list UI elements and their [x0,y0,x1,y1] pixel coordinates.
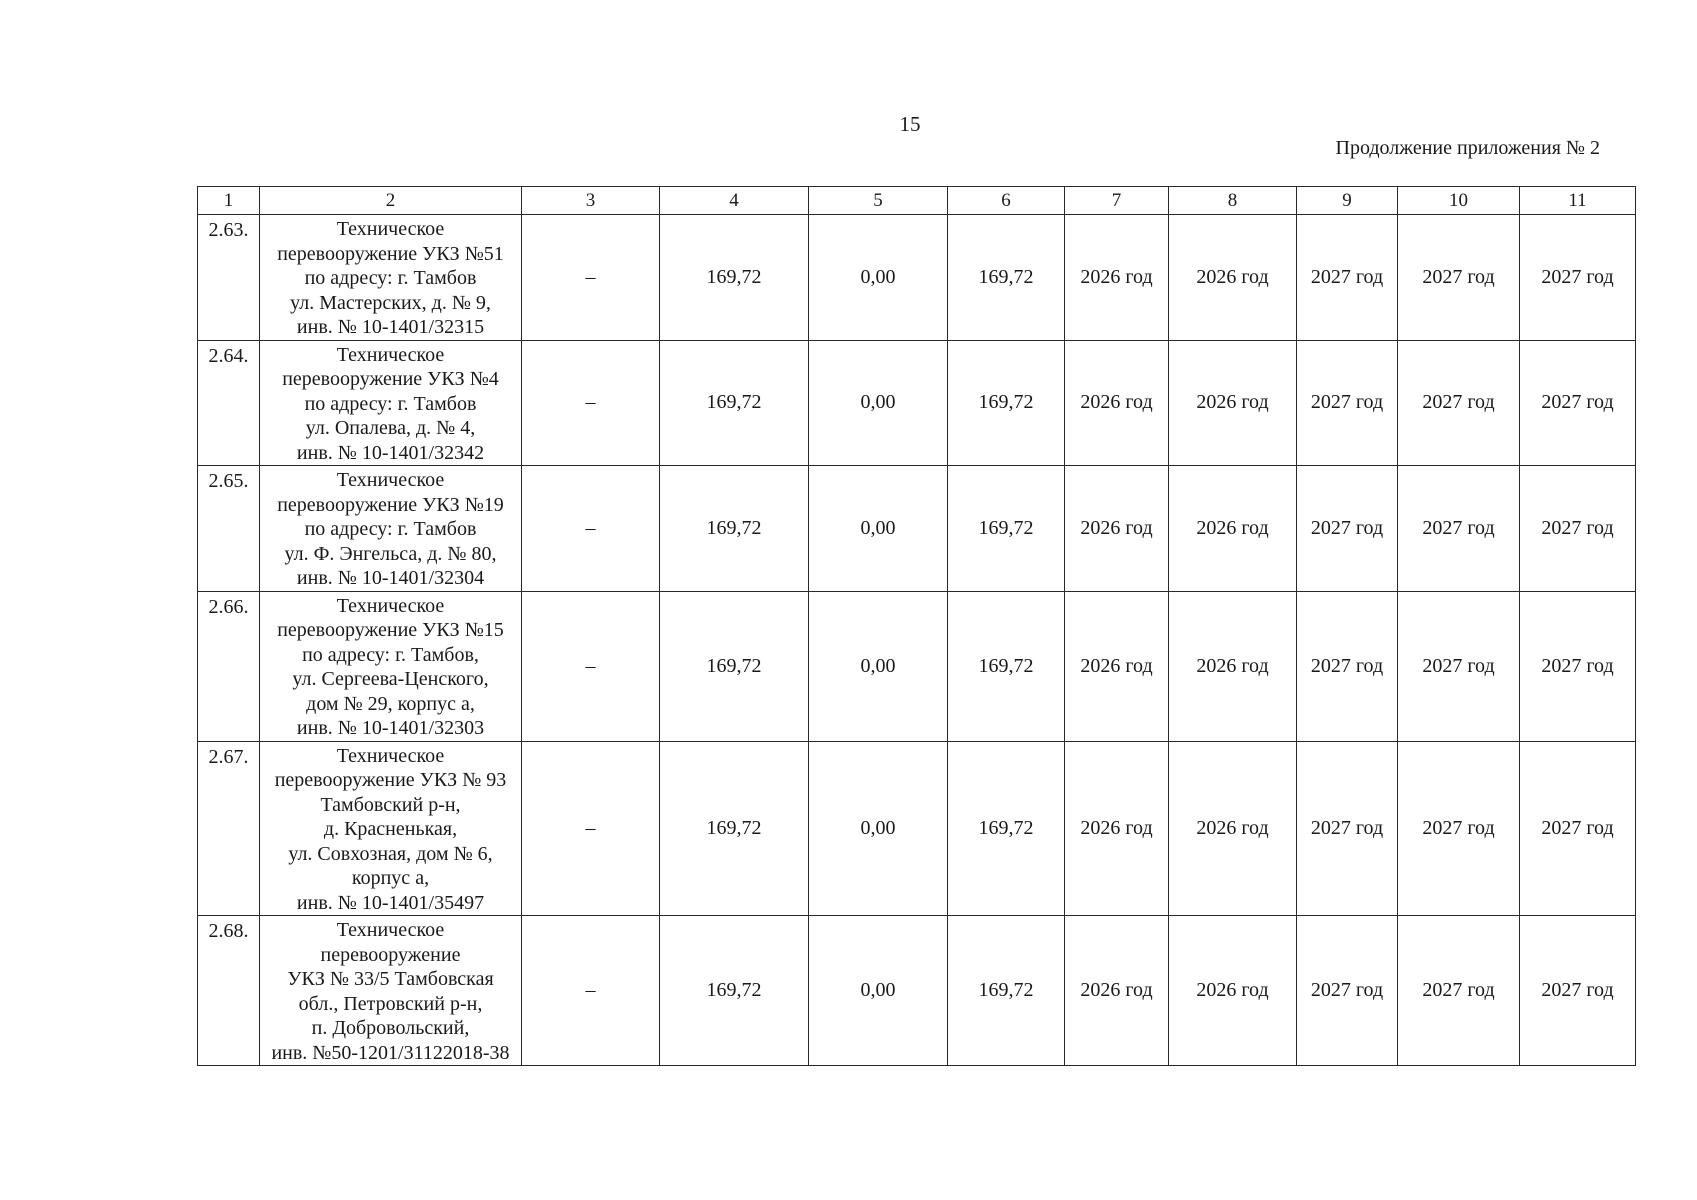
row-description [260,340,522,466]
cell-col8: 2026 год [1169,215,1297,341]
cell-col10: 2027 год [1398,916,1520,1066]
cell-col11: 2027 год [1520,741,1636,916]
column-header-8: 8 [1169,187,1297,215]
description-line: инв. № 10-1401/32304 [296,567,485,589]
description-line: УКЗ № 33/5 Тамбовская [287,968,494,990]
row-description [260,215,522,341]
column-header-7: 7 [1065,187,1169,215]
cell-col9: 2027 год [1297,591,1398,741]
column-header-4: 4 [660,187,809,215]
table-row [198,215,1636,341]
cell-col4: 169,72 [660,340,809,466]
description-line: по адресу: г. Тамбов [304,392,477,415]
cell-col8: 2026 год [1169,741,1297,916]
cell-col10: 2027 год [1398,466,1520,592]
cell-col8: 2026 год [1169,466,1297,592]
cell-col5: 0,00 [809,340,948,466]
description-line: Тамбовский р-н, [320,793,461,816]
cell-col3: – [522,466,660,592]
cell-col4: 169,72 [660,591,809,741]
cell-col9: 2027 год [1297,215,1398,341]
description-line: инв. №50-1201/31122018-38 [271,1041,510,1064]
cell-col4: 169,72 [660,466,809,592]
row-number: 2.63. [198,215,260,341]
row-description [260,741,522,916]
row-description [260,916,522,1066]
cell-col9: 2027 год [1297,466,1398,592]
cell-col5: 0,00 [809,741,948,916]
description-line: ул. Сергеева-Ценского, [292,668,489,690]
description-line: перевооружение УКЗ №4 [282,368,499,390]
cell-col11: 2027 год [1520,591,1636,741]
description-line: ул. Совхозная, дом № 6, [288,842,493,865]
description-line: Техническое [336,343,445,366]
cell-col6: 169,72 [948,741,1065,916]
row-number: 2.68. [198,916,260,1066]
column-header-5: 5 [809,187,948,215]
description-line: по адресу: г. Тамбов, [302,643,479,666]
description-line: Техническое [336,218,445,240]
description-line: Техническое [336,919,445,941]
cell-col10: 2027 год [1398,741,1520,916]
table-row [198,741,1636,916]
row-number: 2.64. [198,340,260,466]
cell-col5: 0,00 [809,591,948,741]
column-header-11: 11 [1520,187,1636,215]
cell-col7: 2026 год [1065,741,1169,916]
description-line: перевооружение УКЗ № 93 [274,769,507,791]
cell-col6: 169,72 [948,340,1065,466]
table-header [198,187,1636,215]
cell-col3: – [522,340,660,466]
description-line: перевооружение УКЗ №19 [277,493,504,516]
row-number: 2.66. [198,591,260,741]
cell-col8: 2026 год [1169,591,1297,741]
description-line: по адресу: г. Тамбов [304,518,477,540]
cell-col9: 2027 год [1297,340,1398,466]
description-line: перевооружение УКЗ №51 [277,242,504,265]
cell-col7: 2026 год [1065,466,1169,592]
description-line: д. Красненькая, [323,818,458,840]
cell-col11: 2027 год [1520,466,1636,592]
column-header-6: 6 [948,187,1065,215]
description-line: Техническое [336,469,445,491]
cell-col4: 169,72 [660,215,809,341]
table-body [198,215,1636,1066]
cell-col10: 2027 год [1398,215,1520,341]
description-line: дом № 29, корпус а, [306,692,475,715]
table-row [198,466,1636,592]
cell-col3: – [522,741,660,916]
cell-col11: 2027 год [1520,215,1636,341]
cell-col9: 2027 год [1297,916,1398,1066]
data-table [197,186,1636,1066]
cell-col3: – [522,591,660,741]
description-line: перевооружение [320,943,461,966]
row-number: 2.67. [198,741,260,916]
description-line: инв. № 10-1401/32315 [296,316,485,338]
row-description [260,466,522,592]
column-header-1: 1 [198,187,260,215]
cell-col7: 2026 год [1065,591,1169,741]
column-header-2: 2 [260,187,522,215]
description-line: п. Добровольский, [311,1017,470,1039]
cell-col6: 169,72 [948,466,1065,592]
description-line: ул. Опалева, д. № 4, [305,417,476,439]
column-header-9: 9 [1297,187,1398,215]
cell-col6: 169,72 [948,215,1065,341]
column-header-3: 3 [522,187,660,215]
column-header-10: 10 [1398,187,1520,215]
cell-col6: 169,72 [948,916,1065,1066]
cell-col5: 0,00 [809,215,948,341]
row-description [260,591,522,741]
description-line: инв. № 10-1401/32342 [296,441,485,464]
cell-col3: – [522,916,660,1066]
cell-col3: – [522,215,660,341]
cell-col7: 2026 год [1065,340,1169,466]
cell-col9: 2027 год [1297,741,1398,916]
table-row [198,916,1636,1066]
continuation-note: Продолжение приложения № 2 [1335,137,1600,159]
description-line: по адресу: г. Тамбов [304,267,477,289]
description-line: инв. № 10-1401/35497 [296,891,485,914]
cell-col7: 2026 год [1065,215,1169,341]
page-number: 15 [899,112,921,136]
cell-col8: 2026 год [1169,340,1297,466]
table-row [198,340,1636,466]
description-line: перевооружение УКЗ №15 [277,619,504,641]
description-line: инв. № 10-1401/32303 [296,717,485,739]
cell-col4: 169,72 [660,741,809,916]
cell-col11: 2027 год [1520,340,1636,466]
description-line: корпус а, [351,867,430,889]
cell-col4: 169,72 [660,916,809,1066]
row-number: 2.65. [198,466,260,592]
description-line: ул. Ф. Энгельса, д. № 80, [284,542,497,565]
description-line: обл., Петровский р-н, [298,992,483,1015]
cell-col5: 0,00 [809,466,948,592]
description-line: ул. Мастерских, д. № 9, [290,291,491,314]
description-line: Техническое [336,594,445,617]
cell-col11: 2027 год [1520,916,1636,1066]
cell-col8: 2026 год [1169,916,1297,1066]
cell-col6: 169,72 [948,591,1065,741]
cell-col10: 2027 год [1398,591,1520,741]
cell-col5: 0,00 [809,916,948,1066]
cell-col10: 2027 год [1398,340,1520,466]
description-line: Техническое [336,744,445,767]
table-row [198,591,1636,741]
header-row [198,187,1636,215]
cell-col7: 2026 год [1065,916,1169,1066]
